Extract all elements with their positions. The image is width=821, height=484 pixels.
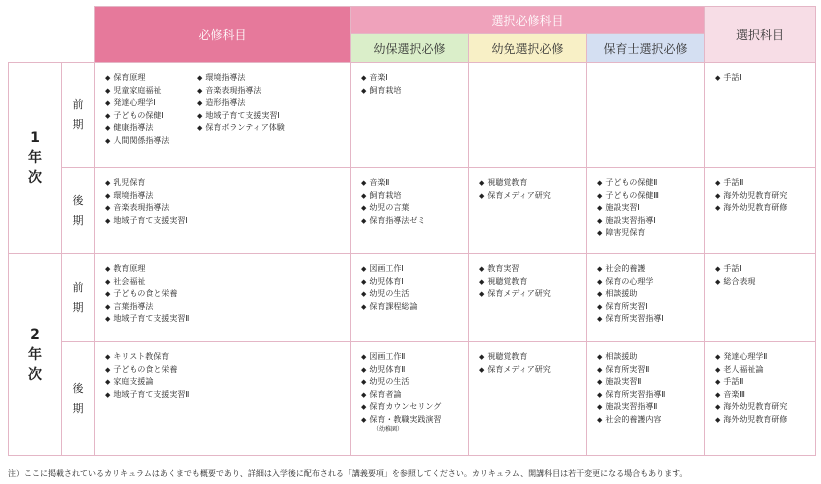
course-item — [105, 301, 346, 314]
diamond-bullet-icon: ◆ — [597, 353, 603, 361]
course-name: 音楽表現指導法 — [205, 85, 262, 95]
course-name: 子どもの食と栄養 — [113, 289, 178, 298]
year-label-char: 2 — [30, 326, 40, 343]
diamond-bullet-icon: ◆ — [597, 204, 603, 212]
course-name: 地域子育て支援実習Ⅰ — [205, 110, 280, 120]
course-list — [105, 351, 346, 401]
diamond-bullet-icon: ◆ — [105, 74, 111, 82]
course-name: 相談援助 — [605, 352, 638, 361]
course-name: 環境指導法 — [113, 190, 154, 200]
course-list — [479, 351, 582, 376]
course-name: 児童家庭福祉 — [113, 85, 162, 95]
course-name: 音楽Ⅱ — [369, 178, 390, 187]
course-name: 幼児の生活 — [369, 289, 410, 298]
course-name: 障害児保育 — [605, 228, 646, 237]
course-item — [361, 202, 464, 215]
course-item — [597, 288, 700, 301]
term-label — [62, 342, 95, 456]
course-item — [361, 414, 464, 435]
course-list — [361, 351, 464, 434]
diamond-bullet-icon: ◆ — [105, 390, 111, 399]
diamond-bullet-icon: ◆ — [361, 353, 367, 361]
diamond-bullet-icon: ◆ — [105, 136, 111, 145]
course-item — [715, 276, 811, 289]
required-cell — [95, 63, 351, 168]
course-name: キリスト教保育 — [113, 352, 170, 361]
course-name: 飼育栽培 — [369, 85, 402, 95]
diamond-bullet-icon: ◆ — [715, 204, 721, 212]
kamen-cell — [469, 168, 587, 254]
diamond-bullet-icon: ◆ — [479, 265, 485, 273]
course-item — [105, 110, 197, 123]
term-label — [62, 63, 95, 168]
diamond-bullet-icon: ◆ — [361, 204, 367, 212]
course-name: 造形指導法 — [205, 98, 246, 107]
diamond-bullet-icon: ◆ — [715, 353, 721, 361]
course-name: 施設実習指導Ⅱ — [605, 402, 658, 411]
course-name: 保育メディア研究 — [487, 289, 551, 298]
term-label-char: 期 — [72, 118, 84, 131]
course-item — [715, 351, 811, 364]
course-name: 教育原理 — [113, 264, 146, 273]
course-item — [715, 376, 811, 389]
course-name: 老人福祉論 — [723, 364, 764, 374]
course-name: 海外幼児教育研修 — [723, 414, 788, 424]
course-item — [597, 301, 700, 314]
course-name: 保育メディア研究 — [487, 190, 551, 200]
course-name: 施設実習Ⅱ — [605, 377, 642, 386]
header-corner — [9, 7, 95, 63]
diamond-bullet-icon: ◆ — [105, 179, 111, 187]
elective-cell — [705, 342, 816, 456]
diamond-bullet-icon: ◆ — [105, 365, 111, 374]
course-item — [597, 414, 700, 427]
course-item — [715, 190, 811, 203]
diamond-bullet-icon: ◆ — [597, 229, 603, 237]
diamond-bullet-icon: ◆ — [361, 403, 367, 411]
course-name: 音楽Ⅲ — [723, 389, 745, 399]
hoiku-cell — [587, 342, 705, 456]
course-item — [361, 351, 464, 364]
course-name: 家庭支援論 — [113, 377, 154, 386]
course-item — [597, 177, 700, 190]
course-item — [197, 122, 285, 135]
course-name: 社会的養護内容 — [605, 414, 662, 424]
course-item — [105, 351, 346, 364]
course-item — [715, 202, 811, 215]
diamond-bullet-icon: ◆ — [597, 403, 603, 411]
kanji-cell — [351, 342, 469, 456]
diamond-bullet-icon: ◆ — [361, 390, 367, 399]
course-item — [197, 97, 285, 110]
course-item — [479, 364, 582, 377]
course-name: 海外幼児教育研究 — [723, 190, 788, 200]
course-name: 保育指導法ゼミ — [369, 215, 426, 225]
course-item — [597, 313, 700, 326]
course-name: 保育原理 — [113, 73, 146, 82]
course-item — [479, 190, 582, 203]
diamond-bullet-icon: ◆ — [105, 124, 111, 132]
course-name: 社会的養護 — [605, 264, 646, 273]
course-list — [361, 263, 464, 313]
course-item — [361, 215, 464, 228]
course-list — [597, 351, 700, 426]
diamond-bullet-icon: ◆ — [597, 378, 603, 386]
term-label-char: 期 — [72, 213, 84, 227]
year-label — [9, 254, 62, 456]
course-name: 手話Ⅱ — [723, 178, 744, 187]
course-name: 環境指導法 — [205, 73, 246, 82]
diamond-bullet-icon: ◆ — [197, 111, 203, 120]
course-item — [105, 263, 346, 276]
course-item — [105, 122, 197, 135]
diamond-bullet-icon: ◆ — [715, 277, 721, 286]
course-list — [715, 72, 811, 85]
course-item — [597, 215, 700, 228]
course-name: 地域子育て支援実習Ⅱ — [113, 389, 190, 399]
diamond-bullet-icon: ◆ — [479, 191, 485, 200]
course-item — [197, 85, 285, 98]
course-item — [715, 414, 811, 427]
diamond-bullet-icon: ◆ — [105, 277, 111, 286]
diamond-bullet-icon: ◆ — [361, 191, 367, 200]
course-item — [105, 376, 346, 389]
diamond-bullet-icon: ◆ — [715, 74, 721, 82]
diamond-bullet-icon: ◆ — [105, 111, 111, 120]
required-cell — [95, 254, 351, 342]
course-note: （幼稚園） — [373, 426, 404, 433]
diamond-bullet-icon: ◆ — [105, 315, 111, 323]
course-name: 手話Ⅰ — [723, 73, 742, 82]
course-list — [105, 263, 346, 326]
term-label-char: 期 — [72, 300, 84, 314]
course-name: 子どもの保健Ⅱ — [605, 178, 658, 187]
diamond-bullet-icon: ◆ — [597, 365, 603, 374]
diamond-bullet-icon: ◆ — [197, 99, 203, 107]
course-list — [197, 72, 285, 147]
course-list — [479, 263, 582, 301]
course-name: 相談援助 — [605, 289, 638, 298]
course-item — [105, 313, 346, 326]
course-name: 人間関係指導法 — [113, 135, 170, 145]
course-item — [105, 72, 197, 85]
course-item — [715, 177, 811, 190]
year-label-char: 1 — [30, 130, 40, 146]
kanji-cell — [351, 63, 469, 168]
course-name: 手話Ⅰ — [723, 264, 742, 273]
term-row — [9, 168, 816, 254]
course-item — [715, 72, 811, 85]
diamond-bullet-icon: ◆ — [105, 378, 111, 386]
course-item — [361, 276, 464, 289]
diamond-bullet-icon: ◆ — [361, 365, 367, 374]
diamond-bullet-icon: ◆ — [715, 265, 721, 273]
course-name: 保育の心理学 — [605, 276, 654, 286]
course-name: 地域子育て支援実習Ⅰ — [113, 215, 188, 225]
course-name: 保育・教職実践演習 — [369, 414, 442, 424]
course-item — [597, 376, 700, 389]
diamond-bullet-icon: ◆ — [105, 290, 111, 298]
course-item — [597, 389, 700, 402]
term-label-char: 後 — [72, 193, 84, 207]
course-name: 子どもの保健Ⅰ — [113, 110, 164, 120]
course-item — [361, 72, 464, 85]
course-name: 海外幼児教育研究 — [723, 402, 788, 411]
course-item — [105, 364, 346, 377]
course-name: 保育ボランティア体験 — [205, 123, 285, 132]
diamond-bullet-icon: ◆ — [597, 390, 603, 399]
course-name: 幼児の生活 — [369, 377, 410, 386]
course-name: 総合表現 — [723, 276, 756, 286]
course-item — [597, 190, 700, 203]
diamond-bullet-icon: ◆ — [597, 191, 603, 200]
course-name: 保育者論 — [369, 389, 402, 399]
course-item — [361, 190, 464, 203]
hoiku-cell — [587, 63, 705, 168]
course-item — [361, 301, 464, 314]
course-item — [597, 276, 700, 289]
diamond-bullet-icon: ◆ — [715, 390, 721, 399]
course-item — [361, 288, 464, 301]
diamond-bullet-icon: ◆ — [361, 265, 367, 273]
course-item — [597, 401, 700, 414]
course-list — [361, 72, 464, 97]
kanji-cell — [351, 254, 469, 342]
course-item — [105, 202, 346, 215]
course-item — [597, 202, 700, 215]
diamond-bullet-icon: ◆ — [105, 86, 111, 95]
diamond-bullet-icon: ◆ — [361, 179, 367, 187]
diamond-bullet-icon: ◆ — [597, 415, 603, 424]
course-name: 乳児保育 — [113, 178, 146, 187]
year-label-char: 次 — [28, 366, 42, 383]
course-name: 幼児体育Ⅰ — [369, 276, 404, 286]
course-item — [361, 401, 464, 414]
course-name: 保育カウンセリング — [369, 402, 442, 411]
course-item — [361, 177, 464, 190]
diamond-bullet-icon: ◆ — [361, 415, 367, 424]
course-item — [197, 110, 285, 123]
course-name: 保育所実習Ⅱ — [605, 364, 650, 374]
course-item — [479, 288, 582, 301]
course-item — [105, 177, 346, 190]
course-list — [715, 351, 811, 426]
course-list — [715, 263, 811, 288]
course-list — [597, 177, 700, 240]
diamond-bullet-icon: ◆ — [597, 290, 603, 298]
diamond-bullet-icon: ◆ — [597, 265, 603, 273]
course-name: 健康指導法 — [113, 123, 154, 132]
diamond-bullet-icon: ◆ — [361, 216, 367, 225]
course-name: 幼児の言葉 — [369, 203, 410, 212]
course-item — [105, 276, 346, 289]
course-item — [105, 135, 197, 148]
diamond-bullet-icon: ◆ — [715, 415, 721, 424]
term-label-char: 期 — [72, 401, 84, 415]
course-item — [597, 351, 700, 364]
course-item — [715, 364, 811, 377]
header-selective-required: 選択必修科目 — [351, 7, 705, 34]
kamen-cell — [469, 63, 587, 168]
diamond-bullet-icon: ◆ — [715, 191, 721, 200]
course-list — [105, 177, 346, 227]
diamond-bullet-icon: ◆ — [361, 74, 367, 82]
course-name: 保育メディア研究 — [487, 364, 551, 374]
kanji-cell — [351, 168, 469, 254]
course-item — [479, 263, 582, 276]
course-item — [361, 364, 464, 377]
course-item — [715, 401, 811, 414]
kamen-cell — [469, 254, 587, 342]
course-name: 保育課程総論 — [369, 301, 418, 311]
term-label-char: 後 — [72, 381, 84, 395]
course-item — [105, 97, 197, 110]
diamond-bullet-icon: ◆ — [479, 290, 485, 298]
diamond-bullet-icon: ◆ — [715, 179, 721, 187]
diamond-bullet-icon: ◆ — [105, 99, 111, 107]
diamond-bullet-icon: ◆ — [361, 290, 367, 298]
term-row — [9, 254, 816, 342]
term-label — [62, 168, 95, 254]
diamond-bullet-icon: ◆ — [197, 86, 203, 95]
course-item — [361, 85, 464, 98]
diamond-bullet-icon: ◆ — [105, 204, 111, 212]
course-item — [597, 227, 700, 240]
header-kamen: 幼免選択必修 — [469, 34, 587, 63]
diamond-bullet-icon: ◆ — [597, 315, 603, 323]
term-label-char: 前 — [72, 280, 84, 294]
year-label-char: 年 — [28, 150, 42, 166]
course-list — [105, 72, 197, 147]
diamond-bullet-icon: ◆ — [597, 302, 603, 311]
course-list — [715, 177, 811, 215]
curriculum-table — [8, 6, 816, 456]
course-item — [197, 72, 285, 85]
diamond-bullet-icon: ◆ — [597, 216, 603, 225]
elective-cell — [705, 63, 816, 168]
hoiku-cell — [587, 168, 705, 254]
course-name: 図画工作Ⅱ — [369, 352, 406, 361]
course-list — [361, 177, 464, 227]
course-name: 視聴覚教育 — [487, 178, 528, 187]
term-row — [9, 63, 816, 168]
course-item — [361, 389, 464, 402]
diamond-bullet-icon: ◆ — [105, 302, 111, 311]
course-name: 発達心理学Ⅰ — [113, 98, 156, 107]
course-item — [597, 364, 700, 377]
course-item — [479, 276, 582, 289]
term-label-char: 前 — [72, 98, 84, 111]
course-name: 社会福祉 — [113, 276, 146, 286]
course-name: 手話Ⅱ — [723, 377, 744, 386]
required-cell — [95, 342, 351, 456]
course-item — [105, 389, 346, 402]
course-name: 子どもの保健Ⅲ — [605, 190, 659, 200]
course-list — [597, 263, 700, 326]
course-name: 地域子育て支援実習Ⅱ — [113, 314, 190, 323]
course-name: 施設実習指導Ⅰ — [605, 215, 656, 225]
course-name: 教育実習 — [487, 264, 520, 273]
diamond-bullet-icon: ◆ — [715, 403, 721, 411]
diamond-bullet-icon: ◆ — [105, 265, 111, 273]
diamond-bullet-icon: ◆ — [361, 86, 367, 95]
course-name: 施設実習Ⅰ — [605, 203, 640, 212]
diamond-bullet-icon: ◆ — [105, 353, 111, 361]
course-name: 海外幼児教育研修 — [723, 203, 788, 212]
course-name: 子どもの食と栄養 — [113, 364, 178, 374]
course-item — [597, 263, 700, 276]
course-item — [715, 263, 811, 276]
course-name: 視聴覚教育 — [487, 352, 528, 361]
course-item — [479, 351, 582, 364]
course-name: 図画工作Ⅰ — [369, 264, 404, 273]
course-item — [361, 263, 464, 276]
course-name: 飼育栽培 — [369, 190, 402, 200]
course-item — [105, 190, 346, 203]
course-item — [105, 215, 346, 228]
diamond-bullet-icon: ◆ — [715, 365, 721, 374]
elective-cell — [705, 168, 816, 254]
header-elective: 選択科目 — [705, 7, 816, 63]
diamond-bullet-icon: ◆ — [479, 277, 485, 286]
diamond-bullet-icon: ◆ — [715, 378, 721, 386]
diamond-bullet-icon: ◆ — [361, 302, 367, 311]
diamond-bullet-icon: ◆ — [597, 277, 603, 286]
course-item — [715, 389, 811, 402]
diamond-bullet-icon: ◆ — [105, 216, 111, 225]
course-list — [479, 177, 582, 202]
diamond-bullet-icon: ◆ — [479, 365, 485, 374]
diamond-bullet-icon: ◆ — [361, 378, 367, 386]
course-item — [361, 376, 464, 389]
diamond-bullet-icon: ◆ — [197, 124, 203, 132]
required-cell — [95, 168, 351, 254]
footnote: 注）ここに掲載されているカリキュラムはあくまでも概要であり、詳細は入学後に配布される「講義要項」を参照してください。カリキュラム、開講科目は若干変更になる場合もあります。 — [8, 469, 688, 478]
hoiku-cell — [587, 254, 705, 342]
course-name: 視聴覚教育 — [487, 276, 528, 286]
course-name: 保育所実習Ⅰ — [605, 301, 648, 311]
course-name: 音楽Ⅰ — [369, 73, 388, 82]
term-label — [62, 254, 95, 342]
course-item — [105, 85, 197, 98]
header-hoiku: 保育士選択必修 — [587, 34, 705, 63]
diamond-bullet-icon: ◆ — [479, 353, 485, 361]
header-kanji: 幼保選択必修 — [351, 34, 469, 63]
course-name: 幼児体育Ⅱ — [369, 364, 406, 374]
diamond-bullet-icon: ◆ — [479, 179, 485, 187]
year-label-char: 次 — [28, 170, 42, 186]
course-name: 言葉指導法 — [113, 301, 154, 311]
diamond-bullet-icon: ◆ — [361, 277, 367, 286]
term-row — [9, 342, 816, 456]
course-item — [479, 177, 582, 190]
header-required: 必修科目 — [95, 7, 351, 63]
course-item — [105, 288, 346, 301]
elective-cell — [705, 254, 816, 342]
diamond-bullet-icon: ◆ — [197, 74, 203, 82]
diamond-bullet-icon: ◆ — [597, 179, 603, 187]
kamen-cell — [469, 342, 587, 456]
year-label — [9, 63, 62, 254]
diamond-bullet-icon: ◆ — [105, 191, 111, 200]
course-name: 保育所実習指導Ⅰ — [605, 314, 664, 323]
course-name: 音楽表現指導法 — [113, 203, 170, 212]
year-label-char: 年 — [28, 346, 42, 363]
course-name: 発達心理学Ⅱ — [723, 352, 768, 361]
course-name: 保育所実習指導Ⅱ — [605, 389, 666, 399]
